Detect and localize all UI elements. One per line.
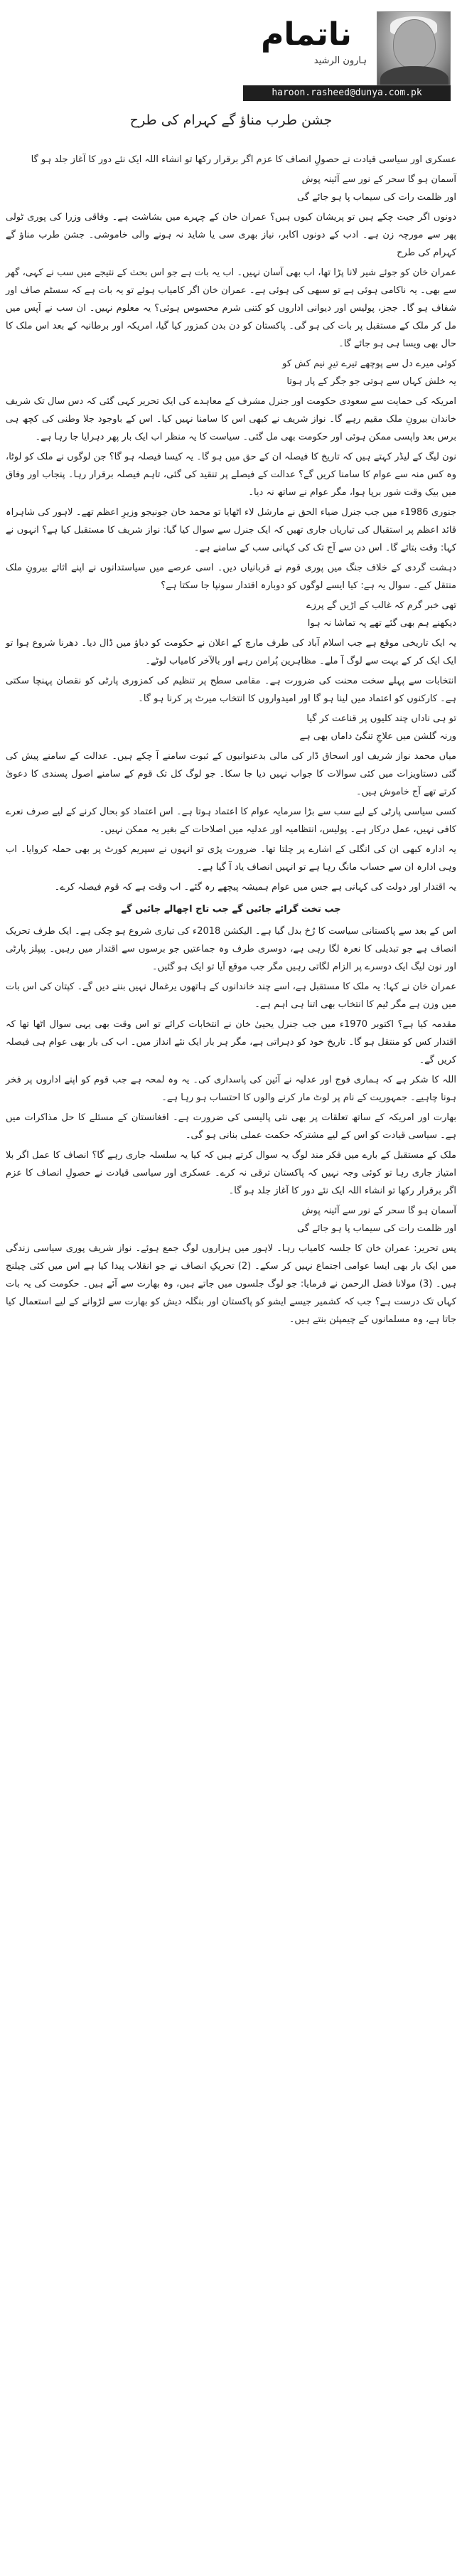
verse-couplet [6, 710, 456, 745]
portrait-face [393, 19, 436, 69]
column-header [6, 6, 456, 155]
verse-line: دیکھنے ہم بھی گئے تھے پہ تماشا نہ ہوا [307, 618, 456, 629]
verse-line: اور ظلمت رات کی سیماب پا ہو جائے گی [296, 192, 456, 203]
article-paragraph: عمران خان نے کہا: یہ ملک کا مستقبل ہے، اسے چند خاندانوں کے ہاتھوں یرغمال نہیں بننے دیں گے۔ کپتان کی اس بات میں وزن ہے مگر ٹیم کا انتخاب بھی اتنا ہی اہم ہے۔ [6, 981, 456, 1010]
article-paragraph: امریکہ کی حمایت سے سعودی حکومت اور جنرل مشرف کے معاہدے کی ایک تحریر کہی گئی کہ دس سال تک شریف خاندان بیرونِ ملک مقیم رہے گا۔ نواز شریف نے کبھی اس کا سامنا نہیں کیا۔ اس کے باوجود جلا وطنی کی کچھ ہی برس بعد واپسی ممکن ہوئی اور حکومت بھی مل گئی۔ سیاست کا یہ منظر اب ایک بار پھر دہرایا جا رہا ہے۔ [6, 396, 456, 442]
article-paragraph: یہ اقتدار اور دولت کی کہانی ہے جس میں عوام ہمیشہ پیچھے رہ گئے۔ اب وقت ہے کہ قوم فیصلہ کرے۔ [54, 882, 456, 893]
article-paragraph: دونوں اگر جیت چکے ہیں تو پریشان کیوں ہیں؟ عمران خان کے چہرے میں بشاشت ہے۔ وفاقی وزرا کی پوری ٹولی پھر سے مورچہ زن ہے۔ ادب کے دونوں اکابر، نیاز بھری سی یا شاید نہ ہونے والی خاموشی۔ جشن طرب مناؤ گے کہرام کی طرح [6, 212, 456, 258]
article-paragraph: عسکری اور سیاسی قیادت نے حصولِ انصاف کا عزم اگر برقرار رکھا تو انشاء اللہ ایک نئے دور کا آغاز جلد ہو گا [31, 154, 456, 165]
article-paragraph: ملک کے مستقبل کے بارے میں فکر مند لوگ یہ سوال کرتے ہیں کہ کیا یہ سلسلہ جاری رہے گا؟ انصاف کا عمل اگر بلا امتیاز جاری رہا تو کوئی وجہ نہیں کہ پاکستان ترقی نہ کرے۔ عسکری اور سیاسی قیادت نے حصولِ انصاف کا عزم اگر برقرار رکھا تو انشاء اللہ ایک نئے دور کا آغاز جلد ہو گا۔ [6, 1150, 456, 1196]
article-paragraph: کسی سیاسی پارٹی کے لیے سب سے بڑا سرمایہ عوام کا اعتماد ہوتا ہے۔ اس اعتماد کو بحال کرنے کے لیے صرف نعرے کافی نہیں، عمل درکار ہے۔ پولیس، انتظامیہ اور عدلیہ میں اصلاحات کے بغیر یہ ممکن نہیں۔ [6, 807, 456, 835]
article-paragraph: پس تحریر: عمران خان کا جلسہ کامیاب رہا۔ لاہور میں ہزاروں لوگ جمع ہوئے۔ نواز شریف پوری سیاسی زندگی میں ایک بار بھی ایسا عوامی اجتماع نہیں کر سکے۔ (2) تحریکِ انصاف نے جو انقلاب پیدا کیا ہے اس میں کئی چیلنج ہیں۔ (3) مولانا فضل الرحمن نے فرمایا: جو لوگ جلسوں میں جاتے ہیں، وہ بھارت سے آئے ہیں۔ حکومت کی یہ بات کہاں تک درست ہے؟ جب کہ کشمیر جیسے ایشو کو پاکستان اور بنگلہ دیش کو بھارت سے لڑوانے کے لیے استعمال کیا جاتا ہے، وہ مسلمانوں کے چیمپئن بنتے ہیں۔ [6, 1243, 456, 1325]
verse-line: ورنہ گلشن میں علاجِ تنگیٔ داماں بھی ہے [299, 731, 456, 742]
article-headline: جشن طرب مناؤ گے کہرام کی طرح [129, 112, 333, 128]
article-body [6, 151, 456, 1331]
article-paragraph: اللہ کا شکر ہے کہ ہماری فوج اور عدلیہ نے آئین کی پاسداری کی۔ یہ وہ لمحہ ہے جب قوم کو اپنے اداروں پر فخر ہونا چاہیے۔ جمہوریت کے نام پر لوٹ مار کرنے والوں کا احتساب ہو رہا ہے۔ [6, 1075, 456, 1103]
verse-couplet [6, 355, 456, 390]
article-paragraph: انتخابات سے پہلے سخت محنت کی ضرورت ہے۔ مقامی سطح پر تنظیم کی کمزوری پارٹی کو نقصان پہنچا سکتی ہے۔ کارکنوں کو اعتماد میں لینا ہو گا اور امیدواروں کا انتخاب میرٹ پر کرنا ہو گا۔ [6, 676, 456, 704]
author-name: ہارون الرشید [313, 55, 367, 66]
author-portrait [377, 11, 451, 85]
article-paragraph: یہ ایک تاریخی موقع ہے جب اسلام آباد کی طرف مارچ کے اعلان نے حکومت کو دباؤ میں ڈال دیا۔ دھرنا شروع ہوا تو ایک ایک کر کے بہت سے لوگ آ ملے۔ مظاہرین پُرامن رہے اور بالآخر کامیاب لوٹے۔ [6, 638, 456, 666]
article-paragraph: عمران خان کو جوئے شیر لانا پڑا تھا، اب بھی آسان نہیں۔ اب یہ بات ہے جو اس بحث کے نتیجے میں سب نے کہی، گھر سے بھی۔ یہ ناکامی ہوئی ہے تو سبھی کی ہوئی ہے۔ عمران خان اگر کامیاب ہوئے تو یہ بات ہے کہ سسٹم صاف اور شفاف ہو گا۔ ججز، پولیس اور دیوانی اداروں کو کتنی شرم محسوس ہوئی؟ یہ معلوم نہیں۔ ان سب نے آپس میں مل کر ملک کے مستقبل پر بات کی ہو گی۔ پاکستان کو دن بدن کمزور کیا گیا، امریکہ اور برطانیہ کے بعد اس ملک کا حال بھی ویسا ہی ہو جائے گا۔ [6, 267, 456, 349]
verse-line: اور ظلمت رات کی سیماب پا ہو جائے گی [296, 1223, 456, 1234]
verse-line: تھی خبر گرم کہ غالب کے اڑیں گے پرزے [306, 600, 456, 611]
article-paragraph: مقدمہ کیا ہے؟ اکتوبر 1970ء میں جب جنرل یحییٰ خان نے انتخابات کرائے تو اس وقت بھی یہی سوال اٹھا تھا کہ اقتدار کس کو منتقل ہو گا۔ تاریخ خود کو دہراتی ہے، مگر ہر بار ایک نئے انداز میں۔ اب کی بار بھی عوام ہی فیصلہ کریں گے۔ [6, 1019, 456, 1065]
article-paragraph: نون لیگ کے لیڈر کہتے ہیں کہ تاریخ کا فیصلہ ان کے حق میں ہو گا۔ یہ کیسا فیصلہ ہو گا؟ جن لوگوں نے ملک کو لوٹا، وہ کس منہ سے عوام کا سامنا کریں گے؟ عدالت کے فیصلے پر تنقید کی گئی، تاہم فیصلہ برقرار رہا۔ پنجاب اور وفاق میں بیک وقت شور برپا ہوا، مگر عوام نے ساتھ نہ دیا۔ [6, 452, 456, 498]
verse-line: آسمان ہو گا سحر کے نور سے آئینہ پوش [301, 1205, 456, 1216]
article-paragraph: بھارت اور امریکہ کے ساتھ تعلقات پر بھی نئی پالیسی کی ضرورت ہے۔ افغانستان کے مسئلے کا حل مذاکرات میں ہے۔ سیاسی قیادت کو اس کے لیے مشترکہ حکمت عملی بنانی ہو گی۔ [6, 1112, 456, 1141]
verse-line: یہ خلش کہاں سے ہوتی جو جگر کے پار ہوتا [286, 376, 456, 387]
verse-couplet [6, 597, 456, 632]
verse-line: کوئی میرے دل سے پوچھے تیرے تیرِ نیم کش کو [282, 358, 456, 369]
verse-line: آسمان ہو گا سحر کے نور سے آئینہ پوش [301, 174, 456, 185]
portrait-shoulders [380, 66, 448, 85]
article-paragraph: اس کے بعد سے پاکستانی سیاست کا رُخ بدل گیا ہے۔ الیکشن 2018ء کی تیاری شروع ہو چکی ہے۔ ایک طرف تحریک انصاف ہے جو تبدیلی کا نعرہ لگا رہی ہے، دوسری طرف وہ جماعتیں جو برسوں سے اقتدار میں رہیں۔ پیپلز پارٹی اور نون لیگ ایک دوسرے پر الزام لگاتی رہیں مگر جب موقع آیا تو ایک ہو گئیں۔ [6, 926, 456, 972]
column-name: ناتمام [261, 16, 352, 53]
verse-line: تو ہی ناداں چند کلیوں پر قناعت کر گیا [306, 713, 456, 724]
article-paragraph: دہشت گردی کے خلاف جنگ میں پوری قوم نے قربانیاں دیں۔ اسی عرصے میں سیاستدانوں نے اپنے اثاثے بیرونِ ملک منتقل کیے۔ سوال یہ ہے: کیا ایسے لوگوں کو دوبارہ اقتدار سونپا جا سکتا ہے؟ [6, 563, 456, 591]
author-email[interactable]: haroon.rasheed@dunya.com.pk [243, 85, 451, 101]
column-masthead [243, 11, 451, 98]
section-subheading: جب تخت گرائے جائیں گے جب تاج اچھالے جائیں گے [121, 904, 341, 915]
article-paragraph: یہ ادارہ کبھی ان کی انگلی کے اشارے پر چلتا تھا۔ ضرورت پڑی تو انہوں نے سپریم کورٹ پر بھی حملہ کروایا۔ اب وہی ادارہ ان سے حساب مانگ رہا ہے تو انہیں انصاف یاد آ گیا ہے۔ [6, 844, 456, 873]
verse-couplet [6, 171, 456, 206]
article-paragraph: جنوری 1986ء میں جب جنرل ضیاء الحق نے مارشل لاء اٹھایا تو محمد خان جونیجو وزیرِ اعظم تھے۔ لاہور کی شاہراہ قائد اعظم پر استقبال کی تیاریاں جاری تھیں کہ ایک جنرل سے سوال کیا گیا: نواز شریف کا مستقبل کیا ہے؟ انہوں نے کہا: وقت بتائے گا۔ اس دن سے آج تک کی کہانی سب کے سامنے ہے۔ [6, 507, 456, 553]
verse-couplet [6, 1202, 456, 1238]
article-paragraph: میاں محمد نواز شریف اور اسحاق ڈار کی مالی بدعنوانیوں کے ثبوت سامنے آ چکے ہیں۔ عدالت کے سامنے پیش کی گئی دستاویزات میں کئی سوالات کا جواب نہیں دیا جا سکا۔ جو لوگ کل تک قوم کے سامنے اصول پسندی کا دعویٰ کرتے تھے آج خاموش ہیں۔ [6, 751, 456, 797]
